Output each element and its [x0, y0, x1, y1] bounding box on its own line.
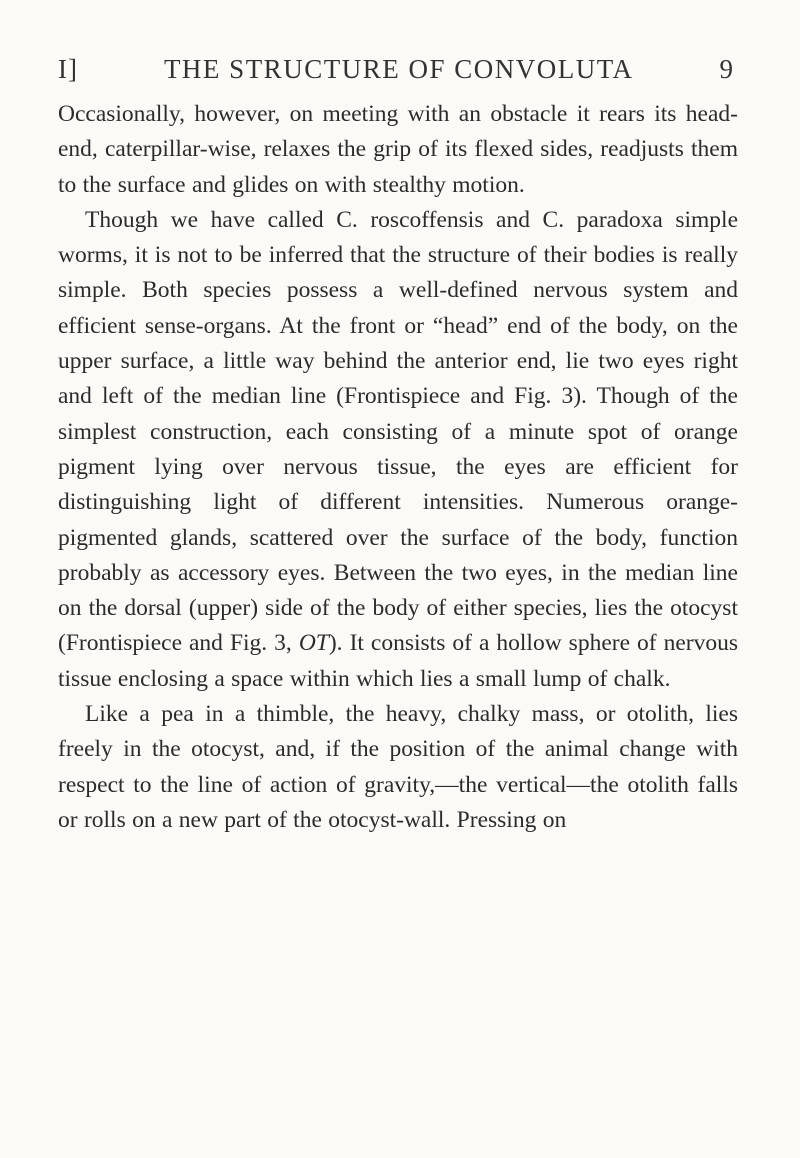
paragraph-text: Occasionally, however, on meeting with an obstacle it rears its head-end, caterpillar-wise, relaxes the grip of its flexed sides, readjusts them to the surface and glides on with stealthy motion.	[58, 101, 738, 198]
figure-label: OT	[298, 630, 329, 657]
chapter-marker: I]	[58, 54, 78, 84]
paragraph	[58, 697, 738, 838]
running-title: THE STRUCTURE OF CONVOLUTA	[163, 54, 634, 84]
book-page	[58, 54, 738, 838]
paragraph-text: Like a pea in a thimble, the heavy, chalky mass, or otolith, lies freely in the otocyst, and, if the position of the animal change with respect to the line of action of gravity,—the vertical—the otolith falls or rolls on a new part of the otocyst-wall. Pressing on	[58, 701, 738, 833]
running-header	[58, 54, 738, 85]
paragraph	[58, 203, 738, 697]
page-number: 9	[719, 54, 734, 84]
paragraph	[58, 97, 738, 203]
paragraph-text: Though we have called C. roscoffensis and C. paradoxa simple worms, it is not to be inferred that the structure of their bodies is really simple. Both species possess a well-defined nervous system and efficient sense-organs. At the front or “head” end of the body, on the upper surface, a little way behind the anterior end, lie two eyes right and left of the median line (Frontispiece and Fig. 3). Though of the simplest construction, each consisting of a minute spot of orange pigment lying over nervous tissue, the eyes are efficient for distinguishing light of different intensities. Numerous orange-pigmented glands, scattered over the surface of the body, function probably as accessory eyes. Between the two eyes, in the median line on the dorsal (upper) side of the body of either species, lies the otocyst (Frontispiece and Fig. 3,	[58, 206, 738, 657]
paragraph-text: ). It consists of a hollow sphere of nervous tissue enclosing a space within which lies a small lump of chalk.	[58, 630, 738, 692]
body-text	[58, 97, 738, 838]
